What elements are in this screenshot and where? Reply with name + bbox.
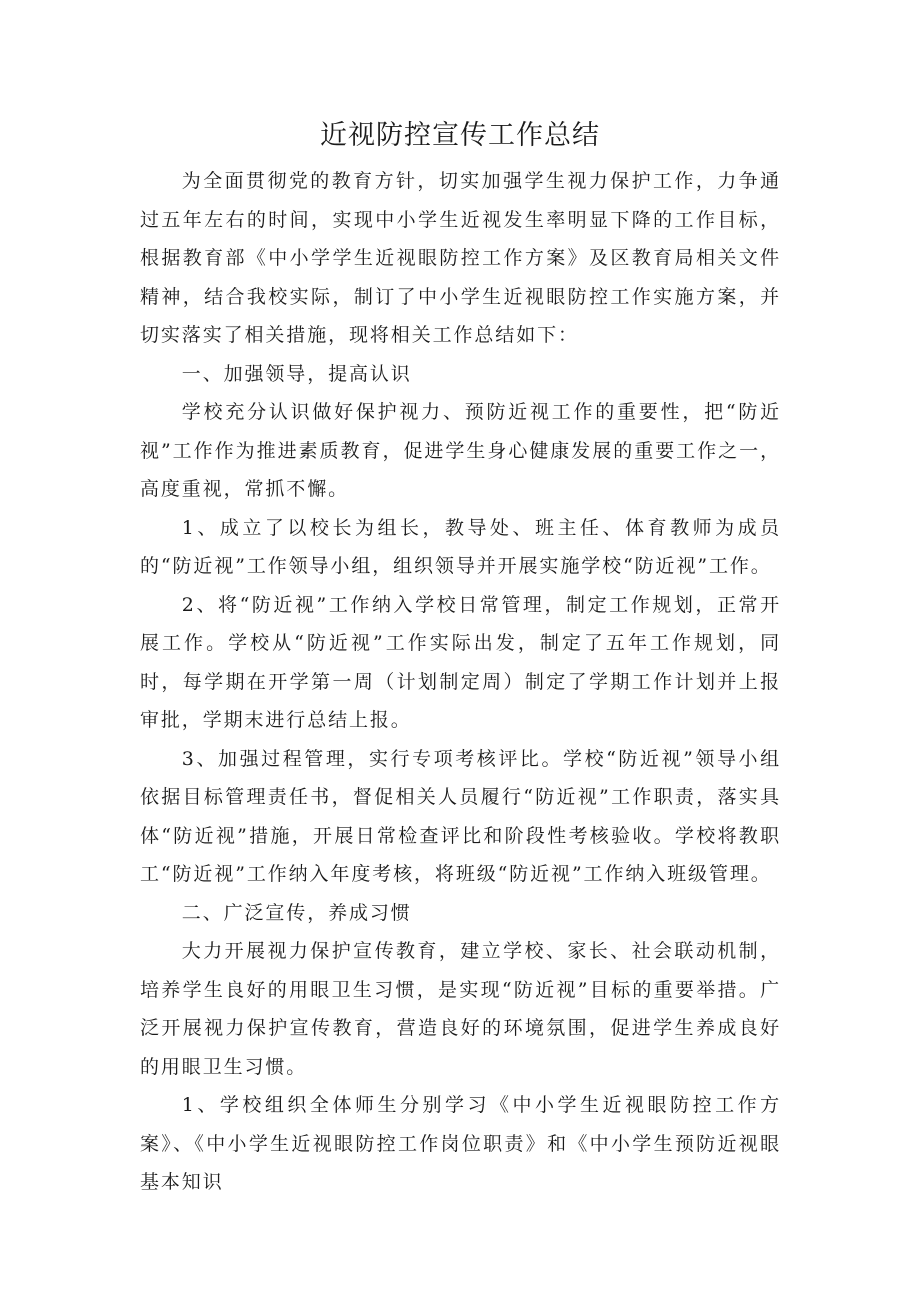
section-heading-1: 一、加强领导，提高认识 xyxy=(181,362,412,385)
section-1-intro: 学校充分认识做好保护视力、预防近视工作的重要性，把“防近视”工作作为推进素质教育，促进学生身心健康发展的重要工作之一，高度重视，常抓不懈。 xyxy=(140,401,781,500)
section-heading-2: 二、广泛宣传，养成习惯 xyxy=(181,901,412,924)
section-1-item-3: 3、加强过程管理，实行专项考核评比。学校“防近视”领导小组依据目标管理责任书，督促相关人员履行“防近视”工作职责，落实具体“防近视”措施，开展日常检查评比和阶段性考核验收。学校将教职工“防近视”工作纳入年度考核，将班级“防近视”工作纳入班级管理。 xyxy=(140,747,781,885)
section-1-item-2: 2、将“防近视”工作纳入学校日常管理，制定工作规划，正常开展工作。学校从“防近视”工作实际出发，制定了五年工作规划，同时，每学期在开学第一周（计划制定周）制定了学期工作计划并上报审批，学期末进行总结上报。 xyxy=(140,593,781,731)
section-1-item-1: 1、成立了以校长为组长，教导处、班主任、体育教师为成员的“防近视”工作领导小组，组织领导并开展实施学校“防近视”工作。 xyxy=(140,516,781,577)
document-title: 近视防控宣传工作总结 xyxy=(320,120,600,151)
intro-paragraph: 为全面贯彻党的教育方针，切实加强学生视力保护工作，力争通过五年左右的时间，实现中小学生近视发生率明显下降的工作目标，根据教育部《中小学学生近视眼防控工作方案》及区教育局相关文件精神，结合我校实际，制订了中小学生近视眼防控工作实施方案，并切实落实了相关措施，现将相关工作总结如下： xyxy=(140,170,781,346)
section-2-item-1: 1、学校组织全体师生分别学习《中小学生近视眼防控工作方案》、《中小学生近视眼防控工作岗位职责》和《中小学生预防近视眼基本知识 xyxy=(140,1094,781,1193)
document-body xyxy=(140,162,781,1202)
section-2-intro: 大力开展视力保护宣传教育，建立学校、家长、社会联动机制，培养学生良好的用眼卫生习惯，是实现“防近视”目标的重要举措。广泛开展视力保护宣传教育，营造良好的环境氛围，促进学生养成良好的用眼卫生习惯。 xyxy=(140,940,781,1078)
